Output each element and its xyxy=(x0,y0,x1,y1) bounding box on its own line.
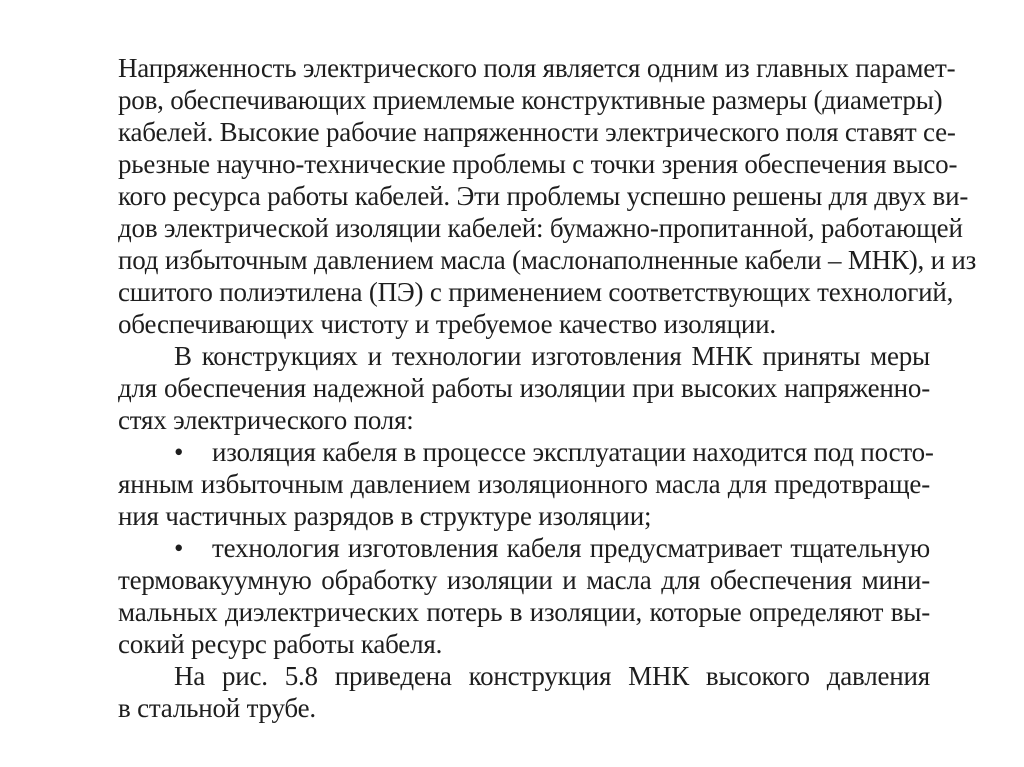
paragraph-2 xyxy=(118,340,930,436)
text-line: ния частичных разрядов в структуре изоляции; xyxy=(118,501,652,531)
text-line: В конструкциях и технологии изготовления МНК приняты меры xyxy=(174,341,930,371)
text-line: Напряженность электрического поля является одним из главных парамет- xyxy=(118,53,956,83)
text-line: рьезные научно-технические проблемы с точки зрения обеспечения высо- xyxy=(118,149,958,179)
text-line: для обеспечения надежной работы изоляции при высоких напряженно- xyxy=(118,373,930,403)
text-line: сокий ресурс работы кабеля. xyxy=(118,629,443,659)
text-line: стях электрического поля: xyxy=(118,405,414,435)
text-line: янным избыточным давлением изоляционного масла для предотвраще- xyxy=(118,469,930,499)
text-line: ров, обеспечивающих приемлемые конструктивные размеры (диаметры) xyxy=(118,85,943,115)
paragraph-3 xyxy=(118,660,930,723)
text-line: обеспечивающих чистоту и требуемое качество изоляции. xyxy=(118,309,776,339)
text-line: дов электрической изоляции кабелей: бумажно-пропитанной, работающей xyxy=(118,213,963,243)
text-line: термовакуумную обработку изоляции и масла для обеспечения мини- xyxy=(118,565,930,595)
paragraph-1 xyxy=(118,52,977,340)
text-line: На рис. 5.8 приведена конструкция МНК высокого давления xyxy=(174,661,930,691)
text-line: кого ресурса работы кабелей. Эти проблемы успешно решены для двух ви- xyxy=(118,181,969,211)
bullet-item-2 xyxy=(118,532,930,660)
bullet-first-line xyxy=(118,532,930,564)
text-line: изоляция кабеля в процессе эксплуатации находится под посто- xyxy=(212,437,934,467)
bullet-icon: • xyxy=(174,533,184,563)
bullet-item-1 xyxy=(118,436,934,532)
text-line: сшитого полиэтилена (ПЭ) с применением соответствующих технологий, xyxy=(118,277,954,307)
bullet-first-line xyxy=(118,436,934,468)
bullet-icon: • xyxy=(174,437,184,467)
text-line: мальных диэлектрических потерь в изоляции, которые определяют вы- xyxy=(118,597,930,627)
text-line: в стальной трубе. xyxy=(118,693,316,723)
text-line: кабелей. Высокие рабочие напряженности электрического поля ставят се- xyxy=(118,117,956,147)
text-line: технология изготовления кабеля предусматривает тщательную xyxy=(212,533,930,563)
text-line: под избыточным давлением масла (маслонаполненные кабели – МНК), и из xyxy=(118,245,977,275)
document-text xyxy=(118,52,977,723)
